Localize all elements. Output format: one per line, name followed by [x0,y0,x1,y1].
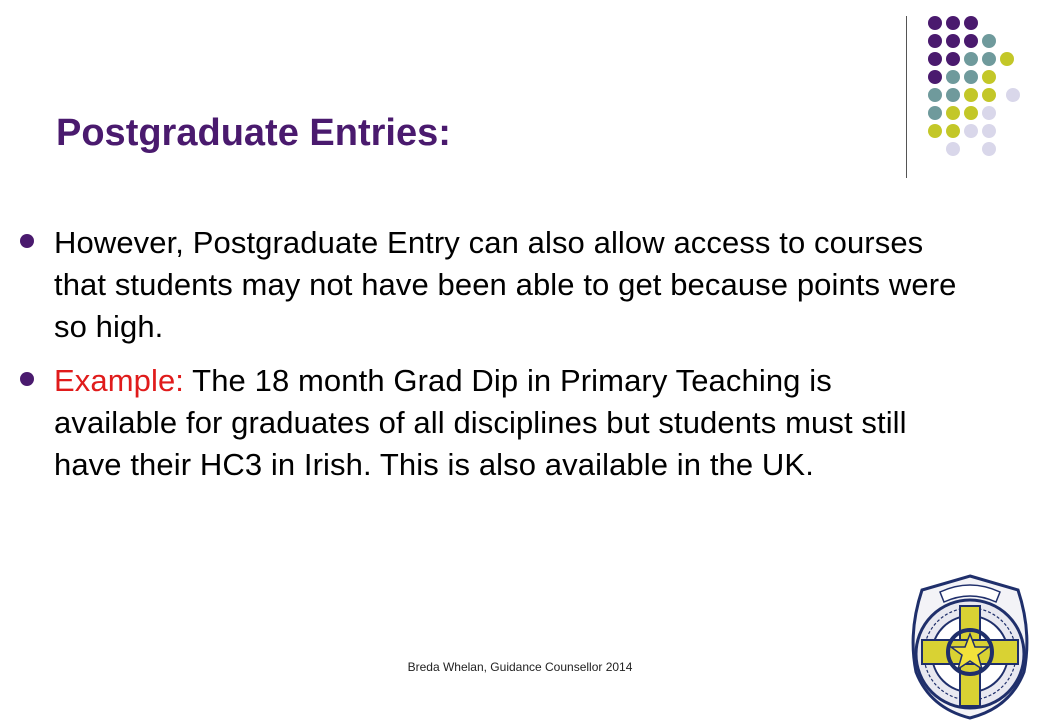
dot [946,142,960,156]
dot [982,124,996,138]
dot [964,124,978,138]
dot [946,124,960,138]
slide-title: Postgraduate Entries: [56,112,451,154]
dot [964,106,978,120]
divider-line [906,16,907,178]
dot [982,34,996,48]
dot [964,52,978,66]
dot [928,52,942,66]
dot [928,106,942,120]
dot [1006,88,1020,102]
dot [946,52,960,66]
bullet-text: The 18 month Grad Dip in Primary Teaching is available for graduates of all disciplines but students must still have their HC3 in Irish. This is also available in the UK. [54,363,907,482]
dot [964,34,978,48]
bullet-list [20,222,960,498]
dot [982,142,996,156]
dot [928,16,942,30]
example-label: Example: [54,363,185,398]
dot [928,124,942,138]
dot [964,16,978,30]
dot [946,88,960,102]
dot [946,70,960,84]
bullet-item [20,222,960,348]
decorative-dot-grid [920,12,1040,162]
dot [946,34,960,48]
dot [964,88,978,102]
dot [1000,52,1014,66]
dot [928,70,942,84]
dot [982,88,996,102]
dot [982,70,996,84]
dot [946,106,960,120]
bullet-text: However, Postgraduate Entry can also allow access to courses that students may not have been able to get because points were so high. [54,225,957,344]
dot [982,52,996,66]
dot [946,16,960,30]
bullet-item [20,360,960,486]
bullet-dot-icon [20,372,34,386]
dot [964,70,978,84]
dot [928,88,942,102]
dot [928,34,942,48]
bullet-dot-icon [20,234,34,248]
footer-text: Breda Whelan, Guidance Counsellor 2014 [407,660,633,674]
school-crest-logo [900,572,1040,720]
dot [982,106,996,120]
